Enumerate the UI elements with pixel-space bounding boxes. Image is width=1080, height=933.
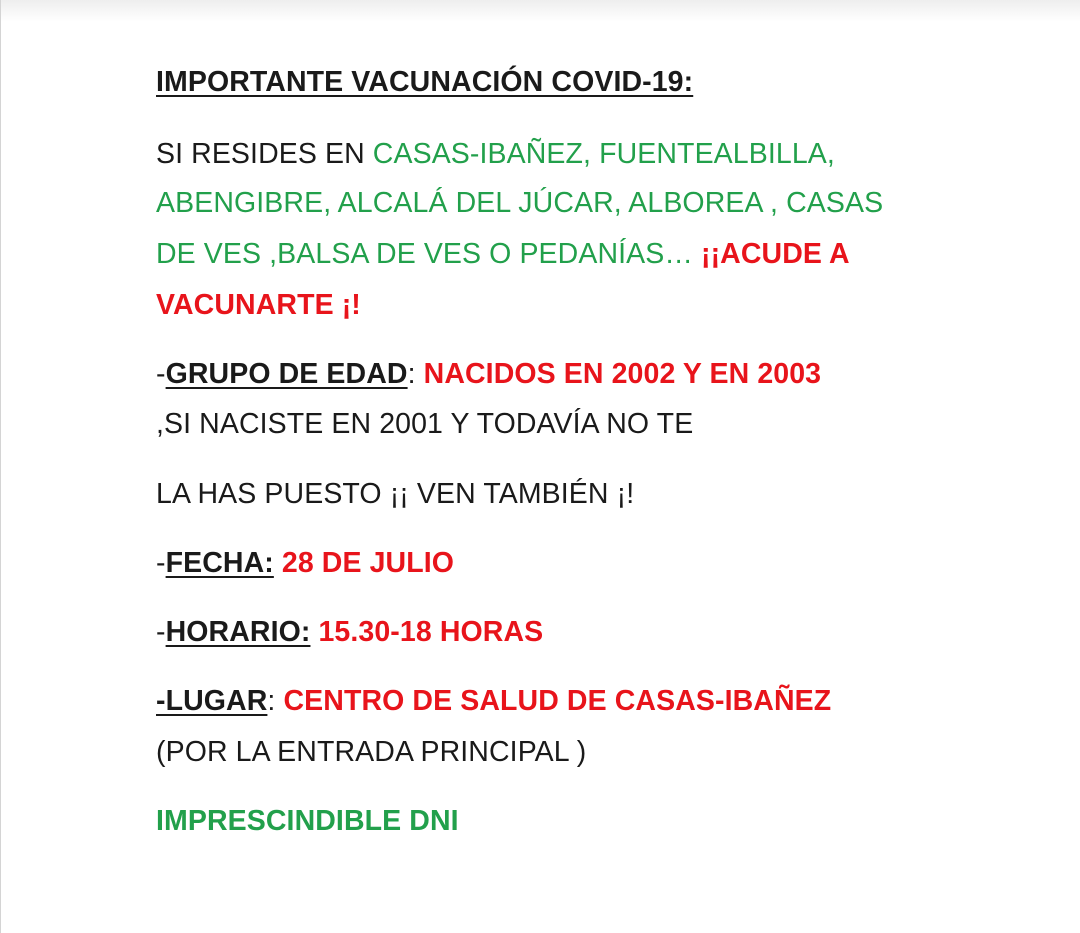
age-group-dash: - — [156, 358, 166, 390]
age-group-value: NACIDOS EN 2002 Y EN 2003 — [423, 358, 822, 390]
place-colon: : — [267, 685, 284, 717]
place-line-1 — [156, 684, 831, 718]
schedule-dash: - — [156, 616, 166, 648]
date-label: FECHA: — [165, 547, 274, 579]
age-group-label: GRUPO DE EDAD — [165, 358, 408, 390]
age-group-line-1 — [156, 357, 821, 391]
place-value: CENTRO DE SALUD DE CASAS-IBAÑEZ — [283, 685, 832, 717]
residence-line-1 — [156, 137, 835, 171]
age-group-line-3: LA HAS PUESTO ¡¡ VEN TAMBIÉN ¡! — [156, 478, 635, 510]
place-line-2: (POR LA ENTRADA PRINCIPAL ) — [156, 736, 587, 768]
schedule-value: 15.30-18 HORAS — [310, 616, 544, 648]
place-label: -LUGAR — [156, 685, 268, 717]
residence-towns-1: CASAS-IBAÑEZ, FUENTEALBILLA, — [372, 138, 835, 170]
notice-title: IMPORTANTE VACUNACIÓN COVID-19: — [156, 66, 694, 98]
residence-line-3 — [156, 237, 850, 271]
call-to-action-1: ¡¡ACUDE A — [692, 238, 850, 270]
age-group-colon: : — [407, 358, 424, 390]
call-to-action-2: VACUNARTE ¡! — [156, 289, 361, 321]
residence-prefix: SI RESIDES EN — [156, 138, 373, 170]
schedule-label: HORARIO: — [165, 616, 311, 648]
date-line — [156, 546, 454, 580]
requirement-line: IMPRESCINDIBLE DNI — [156, 805, 459, 837]
residence-towns-3: DE VES ,BALSA DE VES O PEDANÍAS… — [156, 238, 693, 270]
residence-line-2: ABENGIBRE, ALCALÁ DEL JÚCAR, ALBOREA , CASAS — [156, 187, 884, 219]
date-value: 28 DE JULIO — [273, 547, 455, 579]
schedule-line — [156, 615, 543, 649]
age-group-line-2: ,SI NACISTE EN 2001 Y TODAVÍA NO TE — [156, 408, 694, 440]
date-dash: - — [156, 547, 166, 579]
